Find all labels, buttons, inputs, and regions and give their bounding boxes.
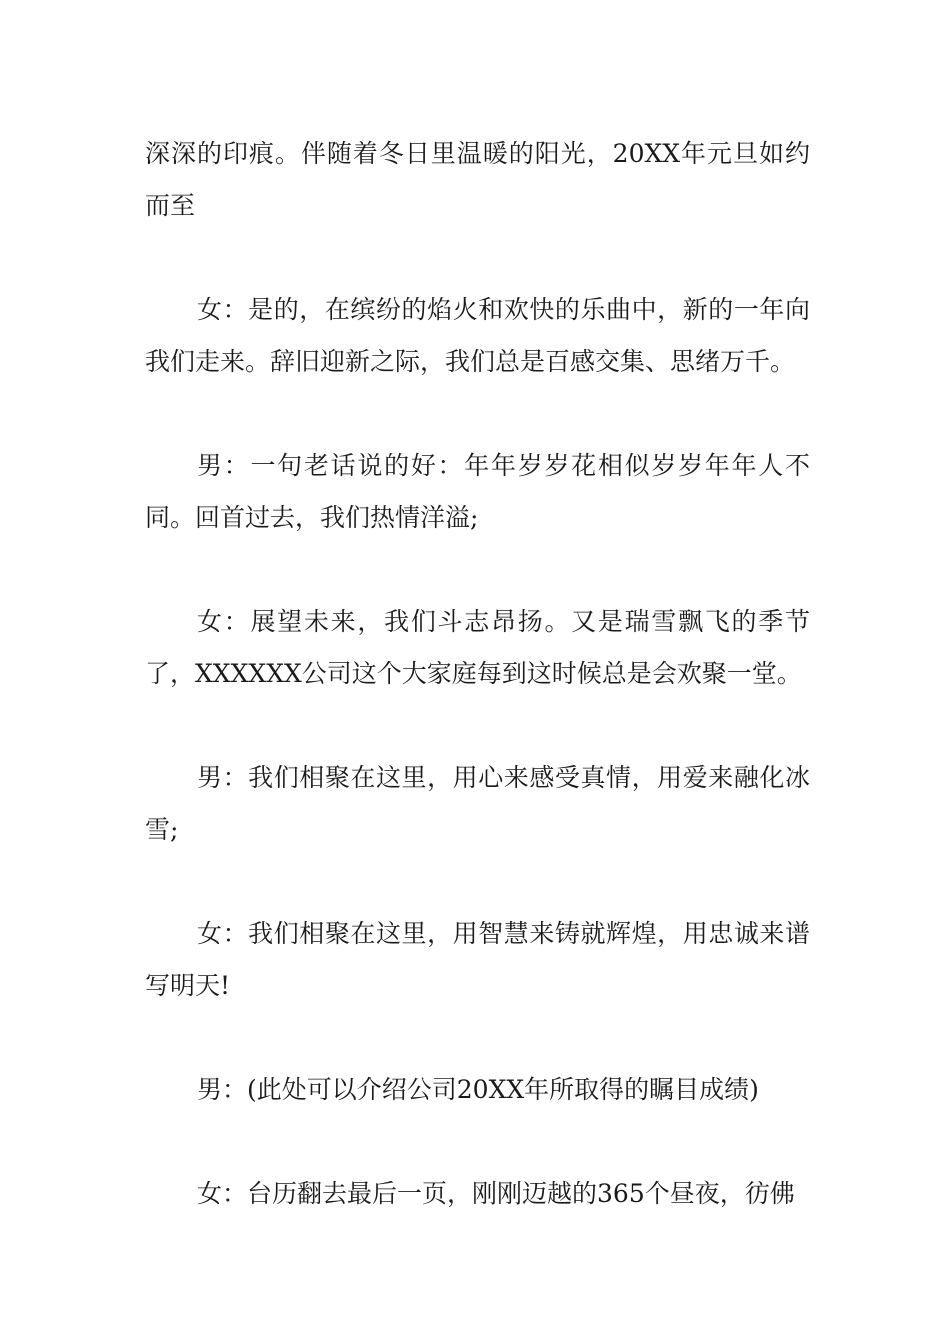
paragraph-male-host-1: 男：一句老话说的好：年年岁岁花相似岁岁年年人不同。回首过去，我们热情洋溢; xyxy=(145,451,810,532)
paragraph-female-host-3: 女：我们相聚在这里，用智慧来铸就辉煌，用忠诚来谱写明天! xyxy=(145,919,810,1000)
paragraph-male-host-2: 男：我们相聚在这里，用心来感受真情，用爱来融化冰雪; xyxy=(145,763,810,844)
paragraph-female-host-1: 女：是的，在缤纷的焰火和欢快的乐曲中，新的一年向我们走来。辞旧迎新之际，我们总是百感交集、思绪万千。 xyxy=(145,295,810,376)
paragraph-female-host-4: 女：台历翻去最后一页，刚刚迈越的365个昼夜，彷佛 xyxy=(197,1179,795,1208)
document-body xyxy=(145,128,810,1272)
paragraph-male-host-3: 男：(此处可以介绍公司20XX年所取得的瞩目成绩) xyxy=(197,1075,759,1104)
paragraph-continuation: 深深的印痕。伴随着冬日里温暖的阳光，20XX年元旦如约而至 xyxy=(145,139,810,220)
paragraph-female-host-2: 女：展望未来，我们斗志昂扬。又是瑞雪飘飞的季节了，XXXXXX公司这个大家庭每到这时候总是会欢聚一堂。 xyxy=(145,607,810,688)
